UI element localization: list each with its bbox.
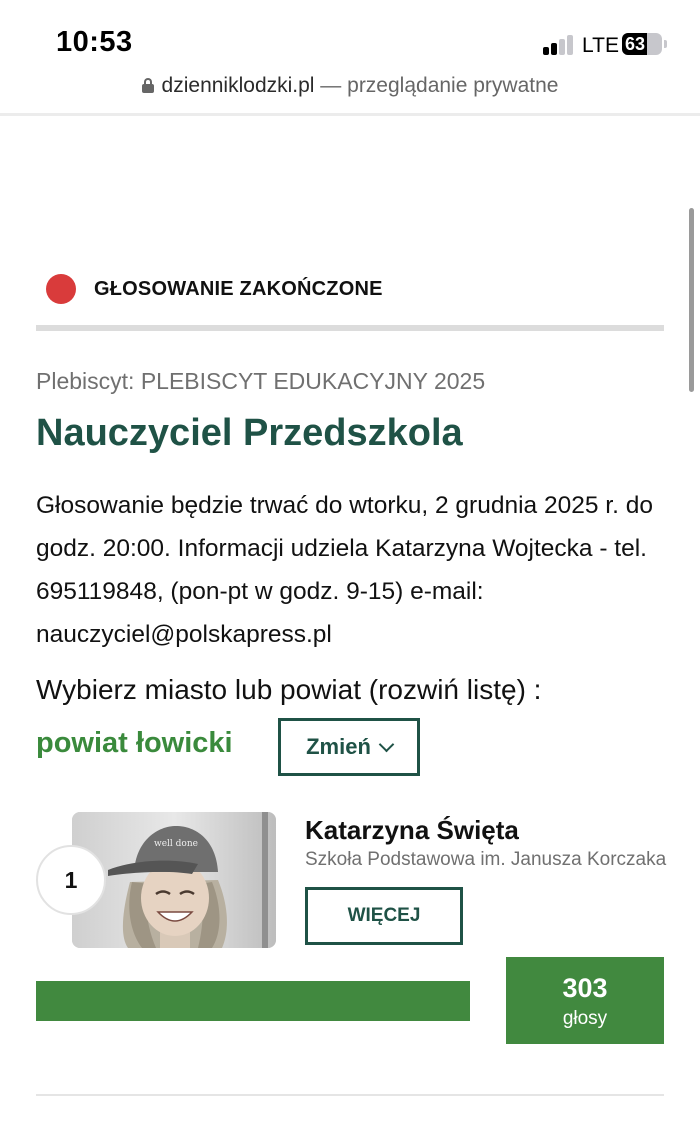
lock-icon xyxy=(142,78,154,93)
voting-status xyxy=(46,274,383,304)
battery-percent: 63 xyxy=(625,34,646,54)
selected-region: powiat łowicki xyxy=(36,727,233,759)
clock: 10:53 xyxy=(56,26,133,58)
page-title: Nauczyciel Przedszkola xyxy=(36,412,463,454)
chevron-down-icon xyxy=(379,736,395,752)
change-region-button[interactable] xyxy=(278,718,420,776)
vote-count-box xyxy=(506,957,664,1044)
signal-icon xyxy=(543,33,575,55)
status-bar xyxy=(0,0,700,70)
candidate-name[interactable]: Katarzyna Święta xyxy=(305,815,519,845)
change-region-label: Zmień xyxy=(306,734,371,759)
contest-description: Głosowanie będzie trwać do wtorku, 2 grudnia 2025 r. do godz. 20:00. Informacji udziela Katarzyna Wojtecka - tel. 695119848, (pon-pt w godz. 9-15) e-mail: nauczyciel@polskapress.pl xyxy=(36,492,653,648)
vote-progress-fill xyxy=(36,981,470,1021)
region-prompt: Wybierz miasto lub powiat (rozwiń listę) : xyxy=(36,674,542,705)
vote-count: 303 xyxy=(562,973,608,1003)
status-dot-icon xyxy=(46,274,76,304)
candidate-school: Szkoła Podstawowa im. Janusza Korczaka xyxy=(305,849,667,870)
scrollbar[interactable] xyxy=(689,208,694,392)
header-divider xyxy=(0,113,700,116)
battery-tip xyxy=(664,40,667,48)
candidate-rank: 1 xyxy=(36,845,106,915)
battery-icon xyxy=(622,33,662,55)
address-bar[interactable] xyxy=(0,74,700,98)
bottom-divider xyxy=(36,1094,664,1096)
network-type: LTE xyxy=(582,34,619,57)
more-button[interactable]: WIĘCEJ xyxy=(305,887,463,945)
browsing-mode: — przeglądanie prywatne xyxy=(314,74,559,97)
cap-text: well done xyxy=(154,839,198,849)
plebiscite-name: Plebiscyt: PLEBISCYT EDUKACYJNY 2025 xyxy=(36,368,486,394)
voting-status-label: GŁOSOWANIE ZAKOŃCZONE xyxy=(94,277,383,300)
site-domain: dzienniklodzki.pl xyxy=(161,74,315,97)
section-divider xyxy=(36,325,664,331)
vote-progress-bar xyxy=(36,981,470,1021)
vote-unit: głosy xyxy=(562,1008,608,1029)
